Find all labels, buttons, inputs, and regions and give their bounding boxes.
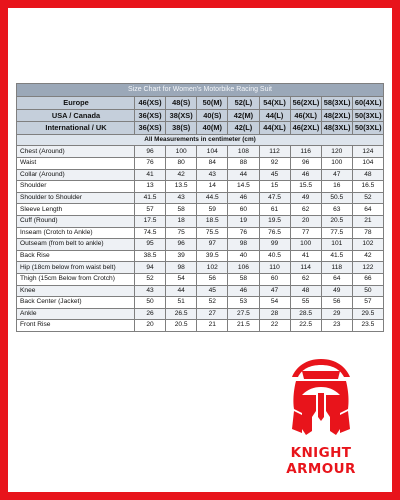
measurement-value: 44 [228, 169, 259, 181]
measurement-value: 99 [259, 239, 290, 251]
measurement-row [17, 181, 384, 193]
size-cell: 54(XL) [259, 97, 290, 110]
measurement-value: 97 [197, 239, 228, 251]
measurement-value: 78 [352, 227, 383, 239]
measurement-value: 56 [197, 273, 228, 285]
size-cell: 36(XS) [135, 122, 166, 135]
measurement-value: 18 [166, 215, 197, 227]
measurement-row [17, 157, 384, 169]
measurement-value: 23 [321, 320, 352, 332]
chart-title-row [17, 84, 384, 97]
measurement-label: Chest (Around) [17, 146, 135, 158]
measurement-row [17, 262, 384, 274]
measurement-value: 58 [228, 273, 259, 285]
measurement-value: 112 [259, 146, 290, 158]
measurement-value: 122 [352, 262, 383, 274]
size-cell: 46(2XL) [290, 122, 321, 135]
measurement-value: 48 [290, 285, 321, 297]
measurement-value: 38.5 [135, 250, 166, 262]
measurement-value: 124 [352, 146, 383, 158]
measurement-label: Thigh (15cm Below from Crotch) [17, 273, 135, 285]
measurement-row [17, 215, 384, 227]
measurement-row [17, 273, 384, 285]
measurement-value: 45 [197, 285, 228, 297]
measurement-value: 22 [259, 320, 290, 332]
measurement-value: 96 [166, 239, 197, 251]
size-cell: 42(L) [228, 122, 259, 135]
measurement-label: Ankle [17, 308, 135, 320]
measurement-row [17, 146, 384, 158]
size-cell: 48(S) [166, 97, 197, 110]
measurement-value: 98 [166, 262, 197, 274]
measurement-value: 58 [166, 204, 197, 216]
measurement-label: Sleeve Length [17, 204, 135, 216]
size-cell: 58(3XL) [321, 97, 352, 110]
size-cell: 38(XS) [166, 109, 197, 122]
size-system-row [17, 109, 384, 122]
measurement-value: 20 [135, 320, 166, 332]
measurement-row [17, 204, 384, 216]
measurement-row [17, 192, 384, 204]
measurement-row [17, 285, 384, 297]
measurement-value: 74.5 [135, 227, 166, 239]
measurement-label: Front Rise [17, 320, 135, 332]
measurement-value: 21.5 [228, 320, 259, 332]
measurement-value: 62 [290, 273, 321, 285]
measurement-label: Hip (18cm below from waist belt) [17, 262, 135, 274]
measurement-value: 114 [290, 262, 321, 274]
measurement-value: 48 [352, 169, 383, 181]
measurement-label: Shoulder [17, 181, 135, 193]
measurement-value: 76 [228, 227, 259, 239]
measurement-value: 84 [197, 157, 228, 169]
measurement-value: 59 [197, 204, 228, 216]
measurement-label: Back Rise [17, 250, 135, 262]
measurement-value: 20.5 [166, 320, 197, 332]
measurement-value: 61 [259, 204, 290, 216]
measurement-value: 96 [135, 146, 166, 158]
measurement-row [17, 320, 384, 332]
measurement-value: 13.5 [166, 181, 197, 193]
measurement-value: 15 [259, 181, 290, 193]
measurement-value: 92 [259, 157, 290, 169]
size-cell: 46(XL) [290, 109, 321, 122]
measurement-label: Collar (Around) [17, 169, 135, 181]
measurement-value: 63 [321, 204, 352, 216]
size-chart-table [16, 83, 384, 332]
measurements-note: All Measurements in centimeter (cm) [17, 134, 384, 146]
measurement-value: 66 [352, 273, 383, 285]
size-system-label: USA / Canada [17, 109, 135, 122]
measurement-value: 46 [228, 192, 259, 204]
measurement-value: 118 [321, 262, 352, 274]
measurement-value: 52 [135, 273, 166, 285]
measurement-value: 53 [228, 297, 259, 309]
measurement-row [17, 308, 384, 320]
measurement-value: 29 [321, 308, 352, 320]
measurement-value: 54 [259, 297, 290, 309]
measurement-value: 47.5 [259, 192, 290, 204]
measurement-row [17, 239, 384, 251]
measurement-value: 23.5 [352, 320, 383, 332]
size-cell: 50(3XL) [352, 109, 383, 122]
measurement-value: 56 [321, 297, 352, 309]
measurement-value: 100 [290, 239, 321, 251]
measurement-label: Shoulder to Shoulder [17, 192, 135, 204]
measurement-value: 14.5 [228, 181, 259, 193]
measurement-value: 17.5 [135, 215, 166, 227]
size-cell: 48(2XL) [321, 109, 352, 122]
size-cell: 40(S) [197, 109, 228, 122]
measurement-value: 47 [259, 285, 290, 297]
measurement-value: 116 [290, 146, 321, 158]
size-cell: 50(3XL) [352, 122, 383, 135]
measurement-value: 64 [321, 273, 352, 285]
measurement-value: 29.5 [352, 308, 383, 320]
measurement-value: 77.5 [321, 227, 352, 239]
measurement-value: 64 [352, 204, 383, 216]
measurement-value: 76 [135, 157, 166, 169]
measurement-value: 28 [259, 308, 290, 320]
measurement-value: 43 [197, 169, 228, 181]
measurement-label: Inseam (Crotch to Ankle) [17, 227, 135, 239]
measurement-value: 95 [135, 239, 166, 251]
measurement-value: 16.5 [352, 181, 383, 193]
measurement-value: 20.5 [321, 215, 352, 227]
measurement-value: 55 [290, 297, 321, 309]
measurement-value: 106 [228, 262, 259, 274]
measurement-value: 19 [228, 215, 259, 227]
measurement-value: 19.5 [259, 215, 290, 227]
measurement-value: 43 [135, 285, 166, 297]
measurement-value: 43 [166, 192, 197, 204]
measurement-value: 104 [352, 157, 383, 169]
measurement-value: 88 [228, 157, 259, 169]
size-cell: 38(S) [166, 122, 197, 135]
measurement-value: 21 [197, 320, 228, 332]
measurement-value: 41.5 [321, 250, 352, 262]
measurement-value: 52 [197, 297, 228, 309]
measurement-value: 49 [290, 192, 321, 204]
measurement-value: 26 [135, 308, 166, 320]
measurement-value: 52 [352, 192, 383, 204]
measurement-value: 100 [166, 146, 197, 158]
measurement-label: Back Center (Jacket) [17, 297, 135, 309]
brand-name: KNIGHT ARMOUR [286, 445, 356, 477]
measurement-value: 42 [352, 250, 383, 262]
measurement-value: 62 [290, 204, 321, 216]
measurement-value: 49 [321, 285, 352, 297]
measurement-value: 51 [166, 297, 197, 309]
measurement-value: 102 [197, 262, 228, 274]
size-cell: 56(2XL) [290, 97, 321, 110]
measurement-value: 120 [321, 146, 352, 158]
measurement-value: 39 [166, 250, 197, 262]
measurement-row [17, 169, 384, 181]
measurement-value: 77 [290, 227, 321, 239]
measurement-value: 57 [352, 297, 383, 309]
size-cell: 42(M) [228, 109, 259, 122]
measurement-value: 41 [290, 250, 321, 262]
measurement-value: 41 [135, 169, 166, 181]
measurement-label: Waist [17, 157, 135, 169]
measurement-value: 21 [352, 215, 383, 227]
measurement-value: 96 [290, 157, 321, 169]
measurement-value: 41.5 [135, 192, 166, 204]
measurement-value: 14 [197, 181, 228, 193]
measurement-value: 60 [259, 273, 290, 285]
measurement-label: Outseam (from belt to ankle) [17, 239, 135, 251]
size-cell: 52(L) [228, 97, 259, 110]
measurement-value: 18.5 [197, 215, 228, 227]
measurement-value: 27.5 [228, 308, 259, 320]
measurement-row [17, 297, 384, 309]
size-system-row [17, 97, 384, 110]
size-cell: 60(4XL) [352, 97, 383, 110]
measurement-value: 42 [166, 169, 197, 181]
size-chart-sheet [16, 83, 384, 332]
size-system-label: Europe [17, 97, 135, 110]
measurement-value: 50 [352, 285, 383, 297]
measurement-value: 80 [166, 157, 197, 169]
size-cell: 46(XS) [135, 97, 166, 110]
measurement-value: 46 [290, 169, 321, 181]
size-cell: 40(M) [197, 122, 228, 135]
measurement-value: 39.5 [197, 250, 228, 262]
size-cell: 44(XL) [259, 122, 290, 135]
measurement-value: 16 [321, 181, 352, 193]
chart-title: Size Chart for Women's Motorbike Racing Suit [17, 84, 384, 97]
size-cell: 48(3XL) [321, 122, 352, 135]
measurement-value: 46 [228, 285, 259, 297]
measurement-label: Knee [17, 285, 135, 297]
size-cell: 36(XS) [135, 109, 166, 122]
measurement-row [17, 250, 384, 262]
measurement-value: 47 [321, 169, 352, 181]
measurement-value: 44.5 [197, 192, 228, 204]
measurement-value: 22.5 [290, 320, 321, 332]
measurement-value: 54 [166, 273, 197, 285]
measurement-value: 26.5 [166, 308, 197, 320]
measurement-value: 75 [166, 227, 197, 239]
measurement-value: 27 [197, 308, 228, 320]
size-cell: 44(L) [259, 109, 290, 122]
measurement-value: 13 [135, 181, 166, 193]
size-system-row [17, 122, 384, 135]
measurement-value: 110 [259, 262, 290, 274]
measurement-value: 94 [135, 262, 166, 274]
size-system-label: International / UK [17, 122, 135, 135]
measurement-value: 45 [259, 169, 290, 181]
measurement-value: 101 [321, 239, 352, 251]
measurement-value: 98 [228, 239, 259, 251]
measurement-value: 100 [321, 157, 352, 169]
measurement-value: 28.5 [290, 308, 321, 320]
measurement-value: 102 [352, 239, 383, 251]
measurement-value: 20 [290, 215, 321, 227]
measurement-value: 15.5 [290, 181, 321, 193]
measurement-value: 57 [135, 204, 166, 216]
measurement-value: 108 [228, 146, 259, 158]
measurement-value: 60 [228, 204, 259, 216]
measurements-note-row [17, 134, 384, 146]
measurement-value: 40 [228, 250, 259, 262]
measurement-value: 75.5 [197, 227, 228, 239]
measurement-value: 50.5 [321, 192, 352, 204]
measurement-row [17, 227, 384, 239]
measurement-value: 40.5 [259, 250, 290, 262]
measurement-label: Cuff (Round) [17, 215, 135, 227]
measurement-value: 44 [166, 285, 197, 297]
measurement-value: 50 [135, 297, 166, 309]
measurement-value: 104 [197, 146, 228, 158]
measurement-value: 76.5 [259, 227, 290, 239]
size-cell: 50(M) [197, 97, 228, 110]
